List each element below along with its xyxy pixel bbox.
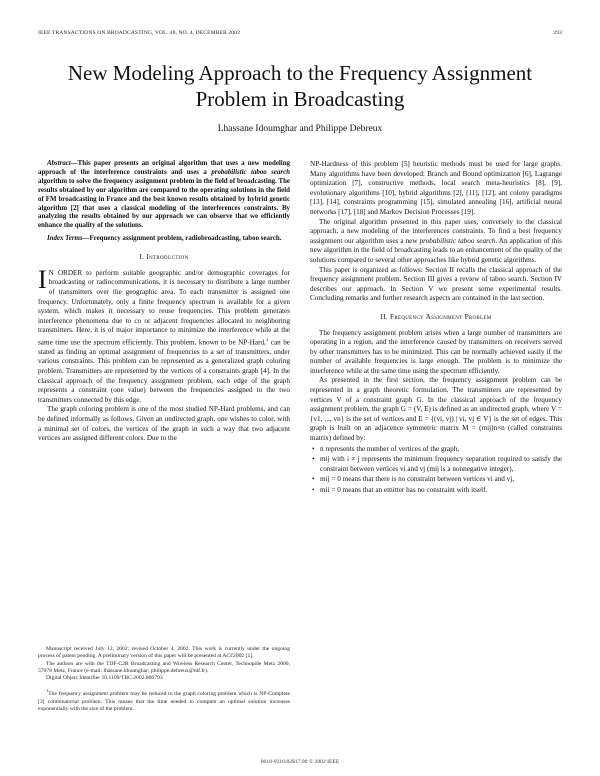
intro-p4-a: The original algorithm presented in this paper uses, conversely to the classical approach, a new modeling of the interferences constraints. To find a best frequency assignment our algorithm uses a new	[310, 217, 562, 245]
left-column	[38, 160, 290, 444]
intro-p1-text: N ORDER to perform suitable geographic and/or demographic coverages for broadcasting or radiocommunications, it is necessary to distribute a large number of transmitters over the geographic area. To each transmitter is assigned one frequency. Unfortunately, only a finite frequency spectrum is available for a given system, which makes it necessary to reuse frequencies. This problem generates interference phenomena due to co or adjacent frequencies allocated to neighboring transmitters. Here, it is of major importance to minimize the interference while at the same time use the spectrum efficiently. This problem, known to be NP-Hard,	[38, 268, 290, 347]
section-heading-introduction: I. Introduction	[139, 253, 189, 262]
intro-p1-tail: can be stated as finding an optimal assignment of frequencies to a set of transmitters, under various constraints. This problem can be represented as a generalized graph coloring problem. Transmitters are represented by the vertices of a constraints graph [4]. In the classical approach of the frequency assignment problem, each edge of the graph represents a constraint (one value) between the frequencies assigned to the two transmitters connected by this edge.	[38, 338, 290, 404]
intro-paragraph-1	[38, 264, 290, 406]
journal-name: IEEE TRANSACTIONS ON BROADCASTING, VOL. 48, NO. 4, DECEMBER 2002	[38, 30, 240, 36]
constraint-definition-list	[310, 445, 562, 496]
intro-paragraph-2: The graph coloring problem is one of the most studied NP-Hard problems, and can be defined informally as follows. Given an undirected graph, one wishes to color, with a minimal set of colors, the vertices of the graph in such a way that two adjacent vertices are assigned different colors. Due to the	[38, 405, 290, 443]
list-item: • n represents the number of vertices of the graph,	[310, 445, 562, 455]
footnote-received: Manuscript received July 12, 2002; revised October 4, 2002. This work is currently under the ongoing process of patent pending. A preliminary version of this paper will be presented at ACI'2002 [1].	[38, 646, 290, 660]
index-terms	[38, 235, 290, 244]
list-item: • mij with i ≠ j represents the minimum frequency separation required to satisfy the constraint between vertices vi and vj (mij is a nonnegative integer),	[310, 455, 562, 474]
index-terms-dash: —	[82, 235, 90, 243]
intro-paragraph-4	[310, 218, 562, 266]
author-list: Lhassane Idoumghar and Philippe Debreux	[217, 124, 383, 134]
fap-paragraph-1: The frequency assignment problem arises when a large number of transmitters are operating in a region, and the interference caused by transmitters on receivers served by other transmitters has to be minimized. This can be normally achieved easily if the number of available frequencies is large enough. The problem is to minimize the interference while at the same time using the spectrum efficiently.	[310, 328, 562, 375]
list-item: • mij = 0 means that there is no constraint between vertices vi and vj,	[310, 475, 562, 485]
intro-p4-term: probabilistic taboo search	[419, 236, 496, 245]
abstract-label: Abstract	[47, 160, 71, 167]
footnote-1-mark: 1	[46, 688, 49, 694]
paper-title: New Modeling Approach to the Frequency Assignment Problem in Broadcasting	[67, 61, 533, 111]
abstract-term: probabilistic taboo search	[211, 168, 290, 176]
intro-paragraph-3: NP-Hardness of this problem [5] heuristic methods must be used for large graphs. Many algorithms have been developed: Branch and Bound optimization [6], Lagrange optimization [7], constructive methods, local search meta-heuristics [8], [9], evolutionary algorithms [10], hybrid algorithms [2], [11], [12], ant colony paradigms [13], [14], constraints programming [15], simulated annealing [16], artificial neural networks [17], [18] and Markov Decision Processes [19].	[310, 160, 562, 216]
abstract-dash: —	[70, 160, 78, 167]
page-number: 293	[553, 30, 562, 36]
copyright-line: 0018-9316/02$17.00 © 2002 IEEE	[260, 759, 340, 765]
index-terms-label: Index Terms	[47, 235, 83, 243]
running-head	[38, 30, 562, 40]
drop-cap: I	[38, 264, 47, 294]
footnote-1	[38, 687, 290, 713]
intro-p4-b: . An application of this new algorithm in the field of broadcasting leads to an enhancement of the quality of the solutions compared to several other approaches like hybrid genetic algorithms.	[310, 236, 562, 264]
fap-paragraph-2: As presented in the first section, the frequency assignment problem can be represented in a graph theoretic formulation. The transmitters are represented by vertices V of a constraint graph G. In the classical approach of the frequency assignment problem, the graph G = (V, E) is defined as an undirected graph, where V = {v1, ..., vn} is the set of vertices and E = {(vi, vj) | vi, vj ∈ V} is the set of edges. This graph is built on an adjacence symmetric matrix M = (mij)n×n (called constraints matrix) defined by:	[310, 376, 562, 443]
section-heading-fap: II. Frequency Assignment Problem	[380, 312, 492, 321]
abstract-text-1: This paper presents an original algorithm that uses a new modeling approach of the interference constraints and uses a	[38, 160, 290, 176]
right-column	[310, 160, 562, 496]
footnotes	[38, 646, 290, 713]
footnote-marker: 1	[265, 337, 269, 343]
footnote-affiliation: The authors are with the TDF-C2R Broadcasting and Wireless Research Center, Technopôle Metz 2000, 57078 Metz, France (e-mail: lhassane.idoumghar; philippe.debreux@tdf.fr).	[38, 660, 290, 674]
intro-paragraph-5: This paper is organized as follows: Section II recalls the classical approach of the frequency assignment problem. Section III gives a review of taboo search. Section IV describes our approach. In Section V we present some experimental results. Concluding remarks and further research aspects are contained in the last section.	[310, 265, 562, 303]
abstract	[38, 160, 290, 231]
abstract-text-2: algorithm to solve the frequency assignment problem in the field of broadcasting. The results obtained by our algorithm are compared to the operating solutions in the field of FM broadcasting in France and the best known results obtained by hybrid genetic algorithm [2] that uses a classical modeling of the interferences constraints. By analyzing the results obtained by our approach we can observe that we efficiently enhance the quality of the solutions.	[38, 177, 290, 230]
list-item: • mii = 0 means that an emitter has no constraint with itself.	[310, 486, 562, 496]
footnote-1-text: The frequency assignment problem may be reduced to the graph coloring problem which is NP-Complete [3] combinatorial problem. This means that the time needed to compute an optimal solution increases exponentially with the size of the problem.	[38, 691, 290, 712]
index-terms-text: Frequency assignment problem, radiobroadcasting, taboo search.	[89, 235, 282, 243]
footnote-doi: Digital Object Identifier 10.1109/TBC.2002.806793	[46, 675, 163, 682]
